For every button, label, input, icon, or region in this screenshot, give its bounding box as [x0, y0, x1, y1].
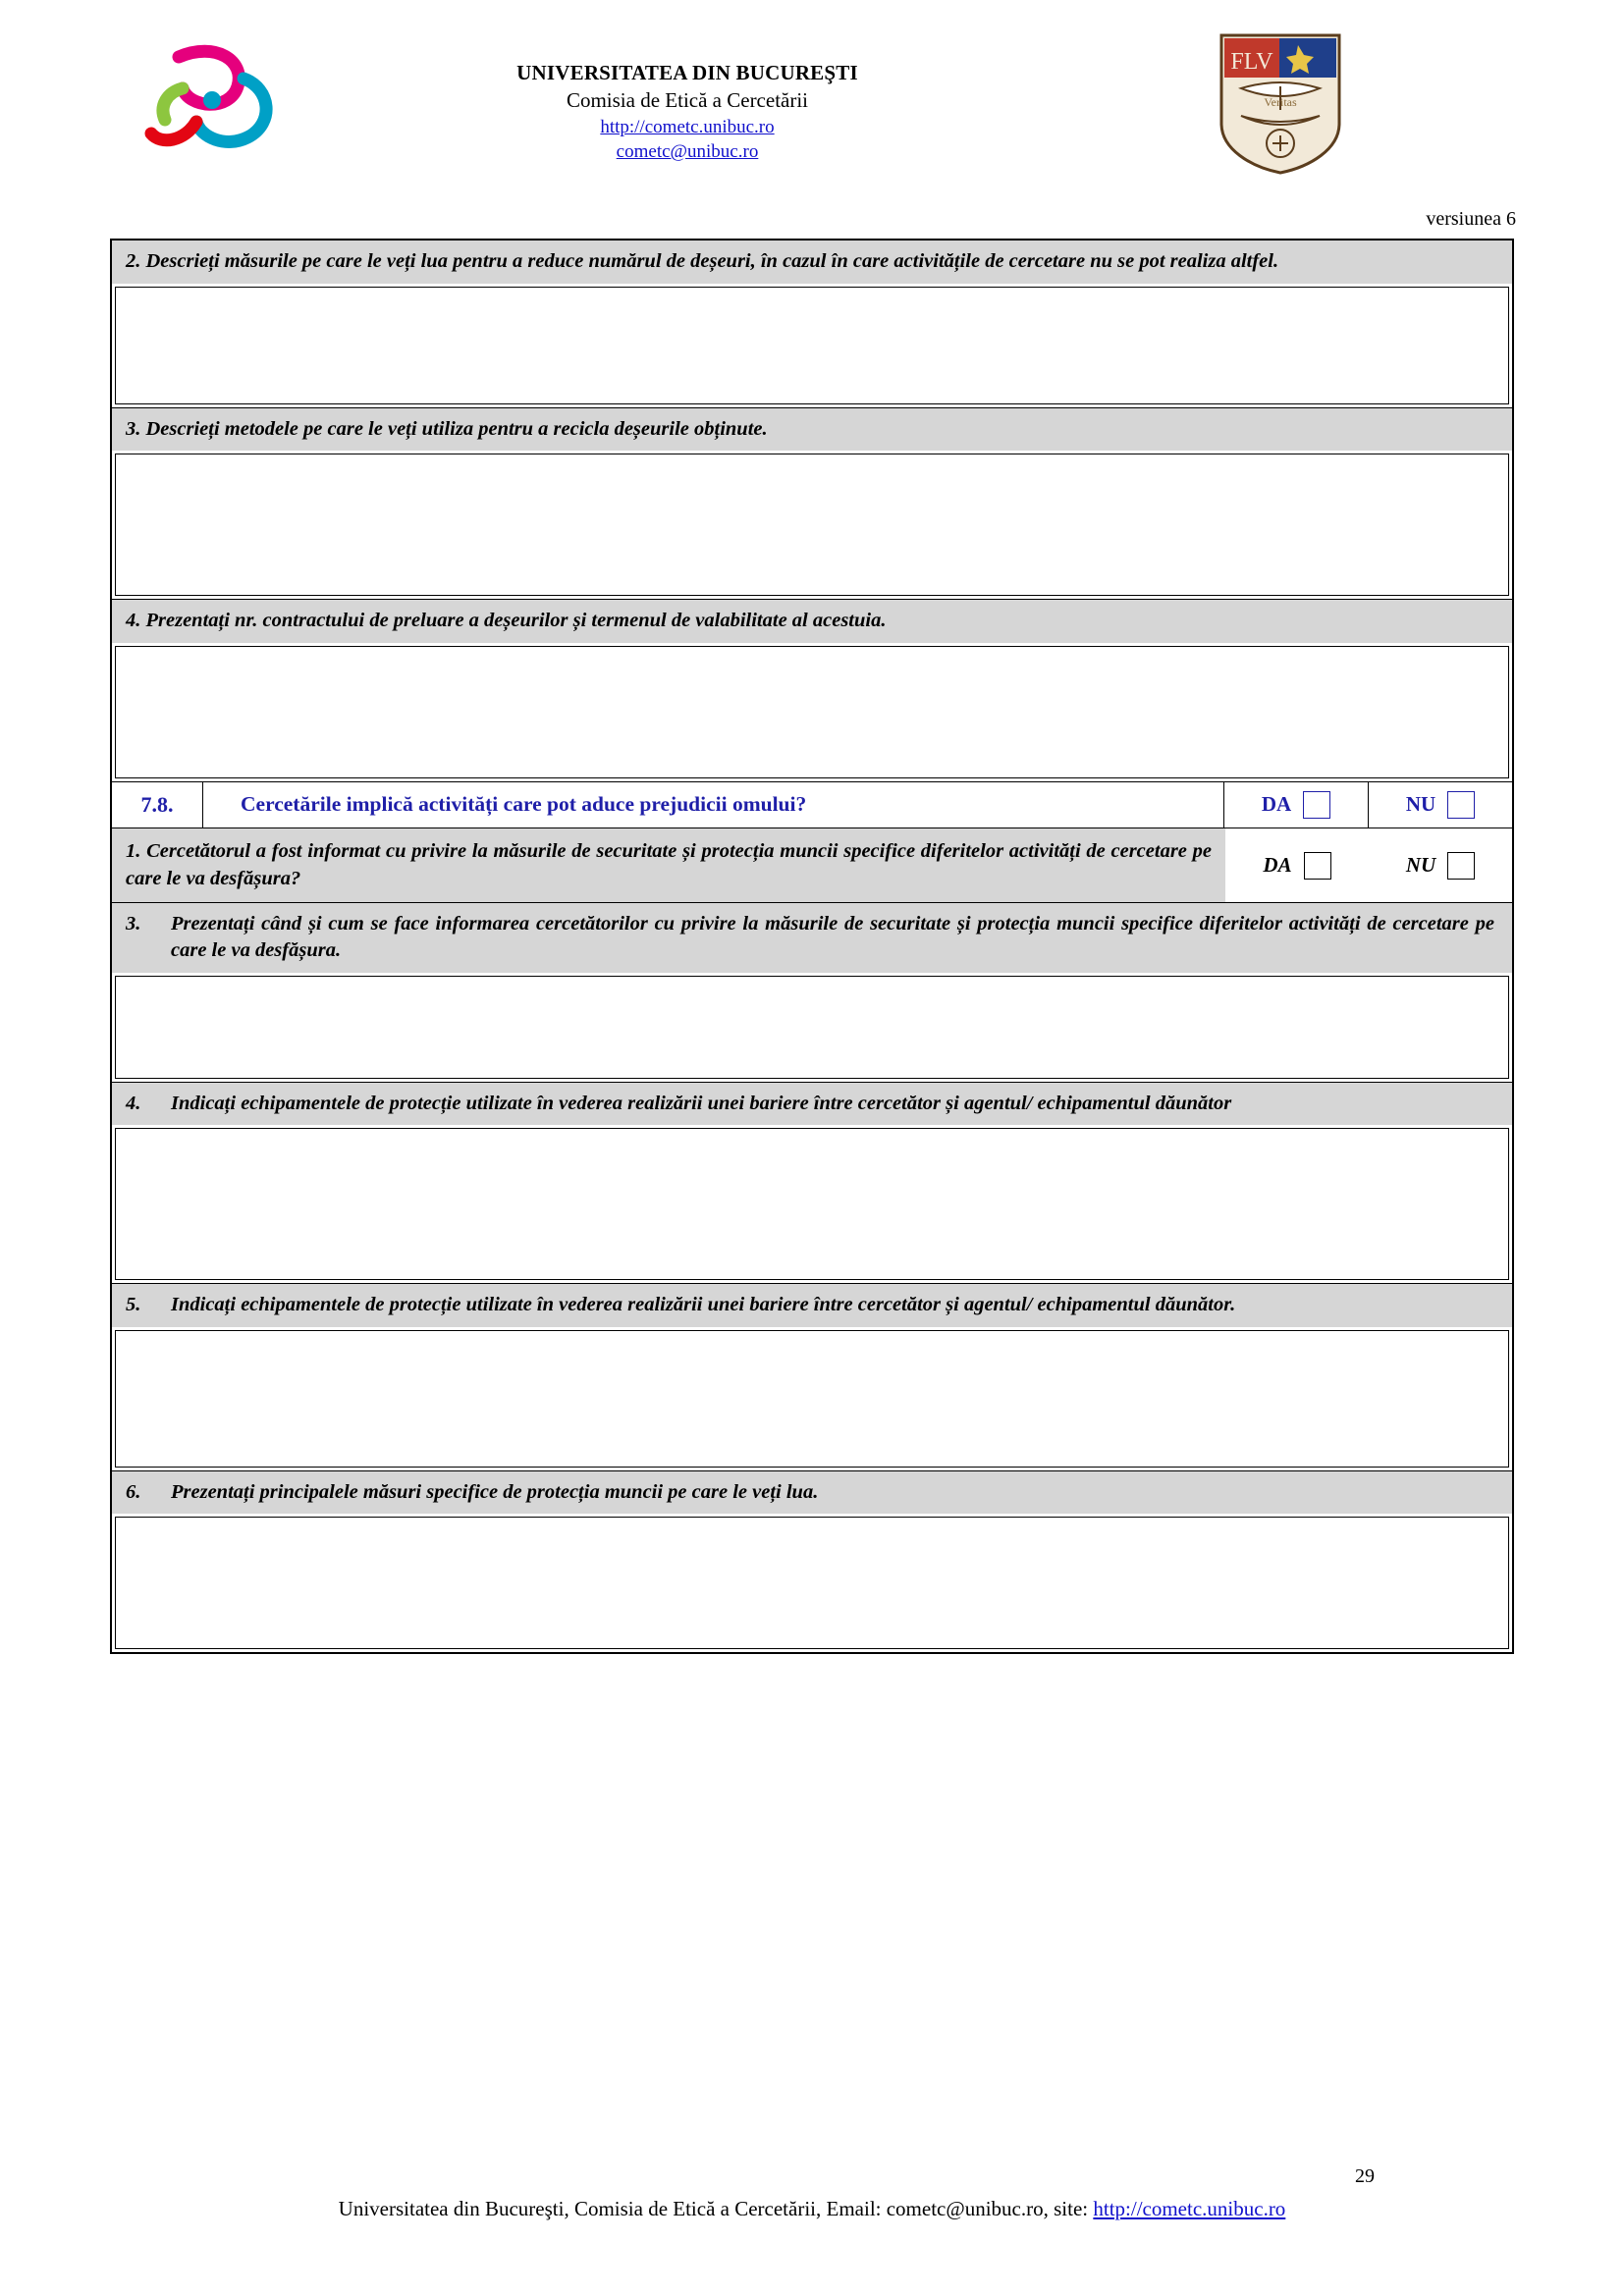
question-row-2 [112, 240, 1512, 408]
section-number: 7.8. [112, 782, 203, 828]
question-1-no-checkbox[interactable] [1447, 852, 1475, 880]
section-no-checkbox[interactable] [1447, 791, 1475, 819]
header-title-block [373, 59, 1001, 165]
question-3-label: 3. Descrieți metodele pe care le veți utiliza pentru a recicla deșeurile obținute. [112, 408, 1512, 452]
question-1-yes-checkbox[interactable] [1304, 852, 1331, 880]
question-3b-number: 3. [126, 913, 141, 935]
email-link[interactable]: cometc@unibuc.ro [616, 141, 759, 163]
question-3b-label [112, 903, 1512, 972]
answer-field-4b[interactable] [115, 1128, 1509, 1280]
section-yes-checkbox[interactable] [1303, 791, 1330, 819]
answer-field-3[interactable] [115, 454, 1509, 596]
answer-field-5[interactable] [115, 1330, 1509, 1468]
answer-field-6[interactable] [115, 1517, 1509, 1649]
question-1-yes-option[interactable] [1225, 828, 1369, 902]
svg-text:FLV: FLV [1230, 49, 1273, 75]
question-2-label: 2. Descrieți măsurile pe care le veți lua pentru a reduce numărul de deșeuri, în cazul în care activitățile de cercetare nu se pot realiza altfel. [112, 240, 1512, 284]
footer-site-link[interactable]: http://cometc.unibuc.ro [1093, 2197, 1286, 2220]
answer-field-2[interactable] [115, 287, 1509, 404]
form-table [110, 239, 1514, 1654]
question-row-6 [112, 1471, 1512, 1650]
page-number: 29 [1355, 2165, 1375, 2187]
page-footer [0, 2197, 1624, 2221]
cometc-logo-icon [128, 39, 295, 177]
question-row-5 [112, 1284, 1512, 1471]
website-link[interactable]: http://cometc.unibuc.ro [600, 116, 775, 137]
version-label: versiunea 6 [1426, 208, 1516, 230]
section-title: Cercetările implică activități care pot aduce prejudicii omului? [241, 792, 807, 817]
answer-field-4[interactable] [115, 646, 1509, 778]
question-5-label [112, 1284, 1512, 1327]
question-1-no-option[interactable] [1369, 828, 1512, 902]
question-row-4 [112, 600, 1512, 782]
question-1-yes-label: DA [1263, 853, 1292, 878]
university-coat-of-arms-icon [1212, 29, 1349, 177]
question-4b-label [112, 1083, 1512, 1126]
question-row-3b [112, 903, 1512, 1082]
question-1-label: 1. Cercetătorul a fost informat cu privire la măsurile de securitate și protecția muncii specifice diferitelor activități de cercetare pe care le va desfășura? [112, 828, 1225, 902]
university-name: UNIVERSITATEA DIN BUCUREŞTI [516, 61, 858, 84]
question-4b-number: 4. [126, 1092, 141, 1114]
question-row-1-yesno [112, 828, 1512, 903]
question-4-label: 4. Prezentați nr. contractului de preluare a deșeurilor și termenul de valabilitate al acestuia. [112, 600, 1512, 643]
question-row-3 [112, 408, 1512, 601]
question-6-label [112, 1471, 1512, 1515]
question-4b-text: Indicați echipamentele de protecție utilizate în vederea realizării unei bariere între cercetător și agentul/ echipamentul dăunător [171, 1092, 1232, 1114]
question-1-no-label: NU [1405, 853, 1436, 878]
section-header-7-8 [112, 782, 1512, 828]
commission-name: Comisia de Etică a Cercetării [566, 88, 809, 113]
question-6-text: Prezentați principalele măsuri specifice de protecția muncii pe care le veți lua. [171, 1480, 819, 1503]
section-yes-option[interactable] [1223, 782, 1368, 828]
question-row-4b [112, 1083, 1512, 1285]
svg-text:Veritas: Veritas [1264, 95, 1297, 109]
question-6-number: 6. [126, 1480, 141, 1503]
question-5-number: 5. [126, 1294, 141, 1316]
question-5-text: Indicați echipamentele de protecție utilizate în vederea realizării unei bariere între cercetător și agentul/ echipamentul dăunător. [171, 1294, 1236, 1316]
section-no-label: NU [1405, 792, 1436, 817]
footer-text: Universitatea din Bucureşti, Comisia de Etică a Cercetării, Email: cometc@unibuc.ro, site: [338, 2197, 1094, 2220]
section-yes-label: DA [1261, 792, 1292, 817]
page-header [108, 29, 1516, 236]
section-no-option[interactable] [1368, 782, 1512, 828]
answer-field-3b[interactable] [115, 976, 1509, 1079]
question-3b-text: Prezentați când și cum se face informarea cercetătorilor cu privire la măsurile de securitate și protecția muncii specifice diferitelor activități de cercetare pe care le va desfășura. [171, 913, 1494, 961]
